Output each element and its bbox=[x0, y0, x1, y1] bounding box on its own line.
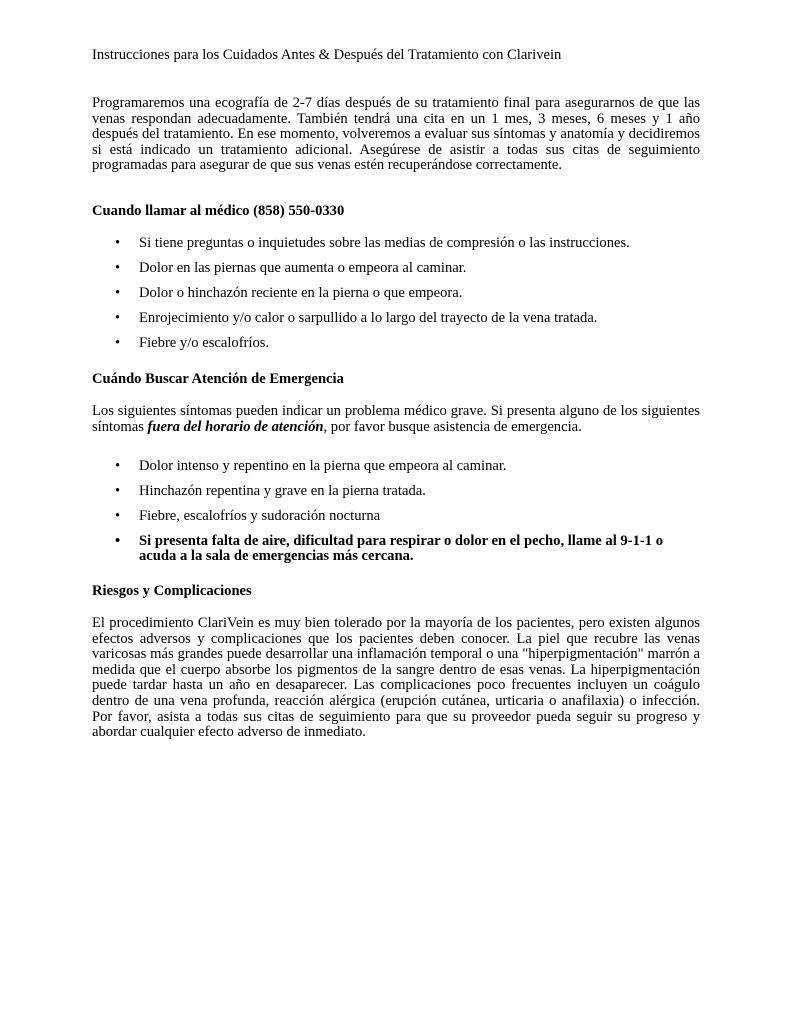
list-item: • Fiebre, escalofríos y sudoración nocturna bbox=[115, 507, 381, 524]
bullet-icon: • bbox=[115, 309, 121, 326]
list-item: • Dolor en las piernas que aumenta o empeora al caminar. bbox=[115, 259, 467, 276]
bullet-icon: • bbox=[115, 458, 121, 474]
emergency-paragraph: Los siguientes síntomas pueden indicar un problema médico grave. Si presenta alguno de los siguientes síntomas fuera del horario de atención, por favor busque asistencia de emergencia. bbox=[92, 403, 700, 435]
call-doctor-heading: Cuando llamar al médico (858) 550-0330 bbox=[92, 203, 345, 219]
list-item: • Dolor o hinchazón reciente en la pierna o que empeora. bbox=[115, 284, 463, 301]
list-item: • Enrojecimiento y/o calor o sarpullido a lo largo del trayecto de la vena tratada. bbox=[115, 309, 598, 326]
list-item: • Fiebre y/o escalofríos. bbox=[115, 334, 270, 351]
emphasis-text: fuera del horario de atención bbox=[147, 418, 324, 435]
list-item: • Dolor intenso y repentino en la pierna que empeora al caminar. bbox=[115, 458, 507, 474]
intro-paragraph: Programaremos una ecografía de 2-7 días después de su tratamiento final para asegurarnos de que las venas respondan adecuadamente. También tendrá una cita en un 1 mes, 3 meses, 6 meses y 1 año después del tratamiento. En ese momento, volveremos a evaluar sus síntomas y anatomía y decidiremos si está indicado un tratamiento adicional. Asegúrese de asistir a todas sus citas de seguimiento programadas para asegurar de que sus venas estén recuperándose correctamente. bbox=[92, 95, 700, 174]
bullet-icon: • bbox=[115, 507, 121, 524]
risks-heading: Riesgos y Complicaciones bbox=[92, 583, 252, 599]
bullet-icon: • bbox=[115, 482, 121, 499]
bullet-icon: • bbox=[115, 259, 121, 276]
bullet-icon: • bbox=[115, 532, 121, 549]
bullet-icon: • bbox=[115, 284, 121, 301]
list-item-emergency-call: • Si presenta falta de aire, dificultad para respirar o dolor en el pecho, llame al 9-1-1 o acuda a la sala de emergencias más cercana. bbox=[115, 532, 663, 565]
bullet-icon: • bbox=[115, 235, 121, 251]
document-title: Instrucciones para los Cuidados Antes & Después del Tratamiento con Clarivein bbox=[92, 47, 562, 63]
list-item: • Hinchazón repentina y grave en la pierna tratada. bbox=[115, 482, 426, 499]
list-item: • Si tiene preguntas o inquietudes sobre las medias de compresión o las instrucciones. bbox=[115, 235, 630, 251]
emergency-heading: Cuándo Buscar Atención de Emergencia bbox=[92, 371, 344, 387]
risks-paragraph: El procedimiento ClariVein es muy bien tolerado por la mayoría de los pacientes, pero existen algunos efectos adversos y complicaciones que los pacientes deben conocer. La piel que recubre las venas varicosas más grandes puede desarrollar una inflamación temporal o una "hiperpigmentación" marrón a medida que el cuerpo absorbe los pigmentos de la sangre dentro de esas venas. La hiperpigmentación puede tardar hasta un año en desaparecer. Las complicaciones poco frecuentes incluyen un coágulo dentro de una vena profunda, reacción alérgica (erupción cutánea, urticaria o anafilaxia) o infección. Por favor, asista a todas sus citas de seguimiento para que su proveedor pueda seguir su progreso y abordar cualquier efecto adverso de inmediato. bbox=[92, 615, 700, 741]
call-doctor-list bbox=[92, 236, 700, 360]
bullet-icon: • bbox=[115, 334, 121, 351]
emergency-list bbox=[92, 459, 700, 574]
